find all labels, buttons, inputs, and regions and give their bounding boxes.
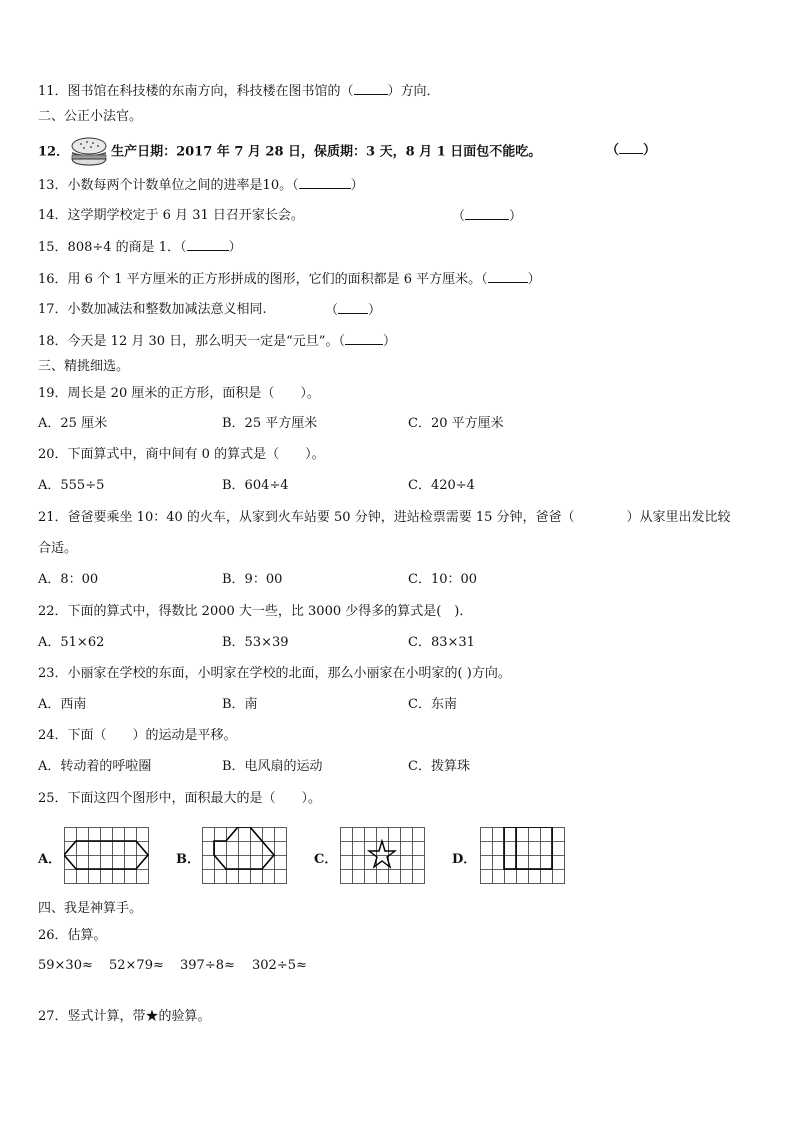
option-c[interactable]: C．20 平方厘米 [408,416,504,431]
question-21: 21．爸爸要乘坐 10：40 的火车，从家到火车站要 50 分钟，进站检票需要 15 分钟，爸爸（ ）从家里出发比较 [38,510,731,525]
option-a[interactable]: A．西南 [38,697,87,712]
question-11-text: 11．图书馆在科技楼的东南方向，科技楼在图书馆的（ [38,84,354,99]
option-c[interactable]: C．拨算珠 [408,759,470,774]
question-15-text: 15．808÷4 的商是 1．（ [38,240,187,255]
question-18-text: 18．今天是 12 月 30 日，那么明天一定是“元旦”。（ [38,334,345,349]
question-15 [38,238,242,257]
estimate-expression-1: 59×30≈ [38,958,93,973]
grid-figure-b[interactable] [202,827,290,885]
question-16-text: 16．用 6 个 1 平方厘米的正方形拼成的图形，它们的面积都是 6 平方厘米。（ [38,272,488,287]
question-21-continuation: 合适。 [38,541,78,556]
section-4-heading: 四、我是神算手。 [38,901,143,916]
answer-blank[interactable] [354,82,388,95]
paren-open: （ [325,303,339,318]
answer-blank[interactable] [619,141,643,154]
paren-close: ） [350,178,364,193]
question-17-answer [325,301,381,320]
hamburger-icon [69,137,109,167]
question-27: 27．竖式计算，带★的验算。 [38,1009,211,1024]
estimate-expression-2: 52×79≈ [109,958,164,973]
question-16 [38,270,541,289]
question-19: 19．周长是 20 厘米的正方形，面积是（ ）。 [38,386,320,401]
question-24: 24．下面（ ）的运动是平移。 [38,728,237,743]
question-11-tail: ）方向． [387,84,440,99]
paren-close: ） [382,334,396,349]
section-2-heading: 二、公正小法官。 [38,109,143,124]
question-18 [38,332,396,351]
question-17 [38,301,267,319]
figure-c-label[interactable]: C． [314,852,338,867]
option-c[interactable]: C．420÷4 [408,478,475,493]
option-b[interactable]: B．53×39 [222,635,289,650]
answer-blank[interactable] [338,301,368,314]
option-b[interactable]: B．9：00 [222,572,283,587]
question-26: 26．估算。 [38,928,107,943]
option-c[interactable]: C．东南 [408,697,457,712]
figure-b-label[interactable]: B． [176,852,200,867]
paren-close: ） [368,303,382,318]
answer-blank[interactable] [299,176,351,189]
option-b[interactable]: B．南 [222,697,258,712]
paren-close: ） [643,143,657,158]
estimate-expression-3: 397÷8≈ [180,958,235,973]
option-b[interactable]: B．电风扇的运动 [222,759,323,774]
answer-blank[interactable] [488,270,528,283]
section-3-heading: 三、精挑细选。 [38,359,130,374]
answer-blank[interactable] [187,238,229,251]
question-20: 20．下面算式中，商中间有 0 的算式是（ ）。 [38,447,325,462]
question-13 [38,176,364,195]
question-12-answer [606,141,656,160]
option-c[interactable]: C．10：00 [408,572,478,587]
grid-figure-a[interactable] [64,827,152,885]
option-b[interactable]: B．25 平方厘米 [222,416,318,431]
question-14-answer [452,207,522,226]
question-14 [38,207,304,225]
question-17-text: 17．小数加减法和整数加减法意义相同. [38,302,267,317]
option-a[interactable]: A．8：00 [38,572,99,587]
option-c[interactable]: C．83×31 [408,635,475,650]
estimate-expression-4: 302÷5≈ [252,958,307,973]
figure-d-label[interactable]: D． [452,852,477,867]
question-12-text: 生产日期：2017 年 7 月 28 日，保质期：3 天，8 月 1 日面包不能吃。 [111,144,542,160]
question-13-text: 13．小数每两个计数单位之间的进率是10。（ [38,178,299,193]
option-a[interactable]: A．25 厘米 [38,416,108,431]
figure-a-label[interactable]: A． [38,852,62,867]
paren-close: ） [509,209,523,224]
paren-close: ） [527,272,541,287]
paren-open: （ [452,209,466,224]
option-a[interactable]: A．51×62 [38,635,105,650]
question-22: 22．下面的算式中，得数比 2000 大一些，比 3000 少得多的算式是( )． [38,604,473,619]
answer-blank[interactable] [465,207,509,220]
paren-close: ） [228,240,242,255]
option-a[interactable]: A．555÷5 [38,478,105,493]
option-a[interactable]: A．转动着的呼啦圈 [38,759,152,774]
question-14-text: 14．这学期学校定于 6 月 31 日召开家长会。 [38,208,304,223]
question-25: 25．下面这四个图形中，面积最大的是（ ）。 [38,791,322,806]
question-12-number: 12． [38,144,70,160]
paren-open: （ [606,143,620,158]
star-icon [369,841,395,867]
question-11 [38,82,440,101]
question-12 [38,137,541,167]
grid-figure-d[interactable] [480,827,568,885]
question-23: 23．小丽家在学校的东面，小明家在学校的北面，那么小丽家在小明家的( )方向。 [38,666,511,681]
grid-figure-c[interactable] [340,827,428,885]
answer-blank[interactable] [345,332,383,345]
option-b[interactable]: B．604÷4 [222,478,289,493]
